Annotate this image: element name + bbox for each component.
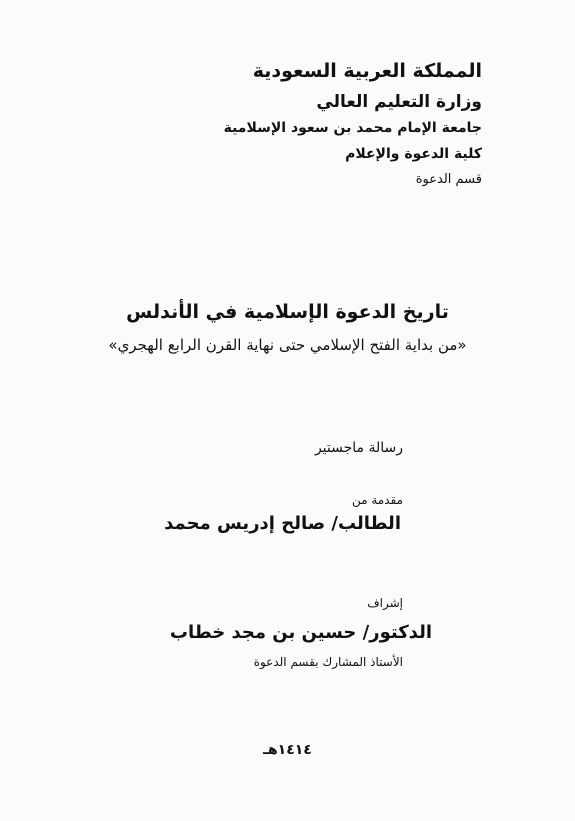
supervisor-name: الدكتور/ حسين بن مجد خطاب [169,622,432,643]
kingdom-heading: المملكة العربية السعودية [252,60,482,82]
thesis-title: تاريخ الدعوة الإسلامية في الأندلس [126,301,449,323]
student-name: الطالب/ صالح إدريس محمد [164,513,401,534]
hijri-year: ١٤١٤هـ [263,742,312,758]
supervisor-position: الأستاذ المشارك بقسم الدعوة [253,655,403,669]
college-heading: كلية الدعوة والإعلام [345,146,482,162]
thesis-subtitle: «من بداية الفتح الإسلامي حتى نهاية القرن الرابع الهجري» [108,336,467,354]
ministry-heading: وزارة التعليم العالي [316,92,482,112]
presented-by-label: مقدمة من [351,493,403,507]
degree-label: رسالة ماجستير [314,440,403,456]
supervision-label: إشراف [367,596,403,610]
university-heading: جامعة الإمام محمد بن سعود الإسلامية [223,120,482,136]
department-heading: قسم الدعوة [415,172,482,187]
